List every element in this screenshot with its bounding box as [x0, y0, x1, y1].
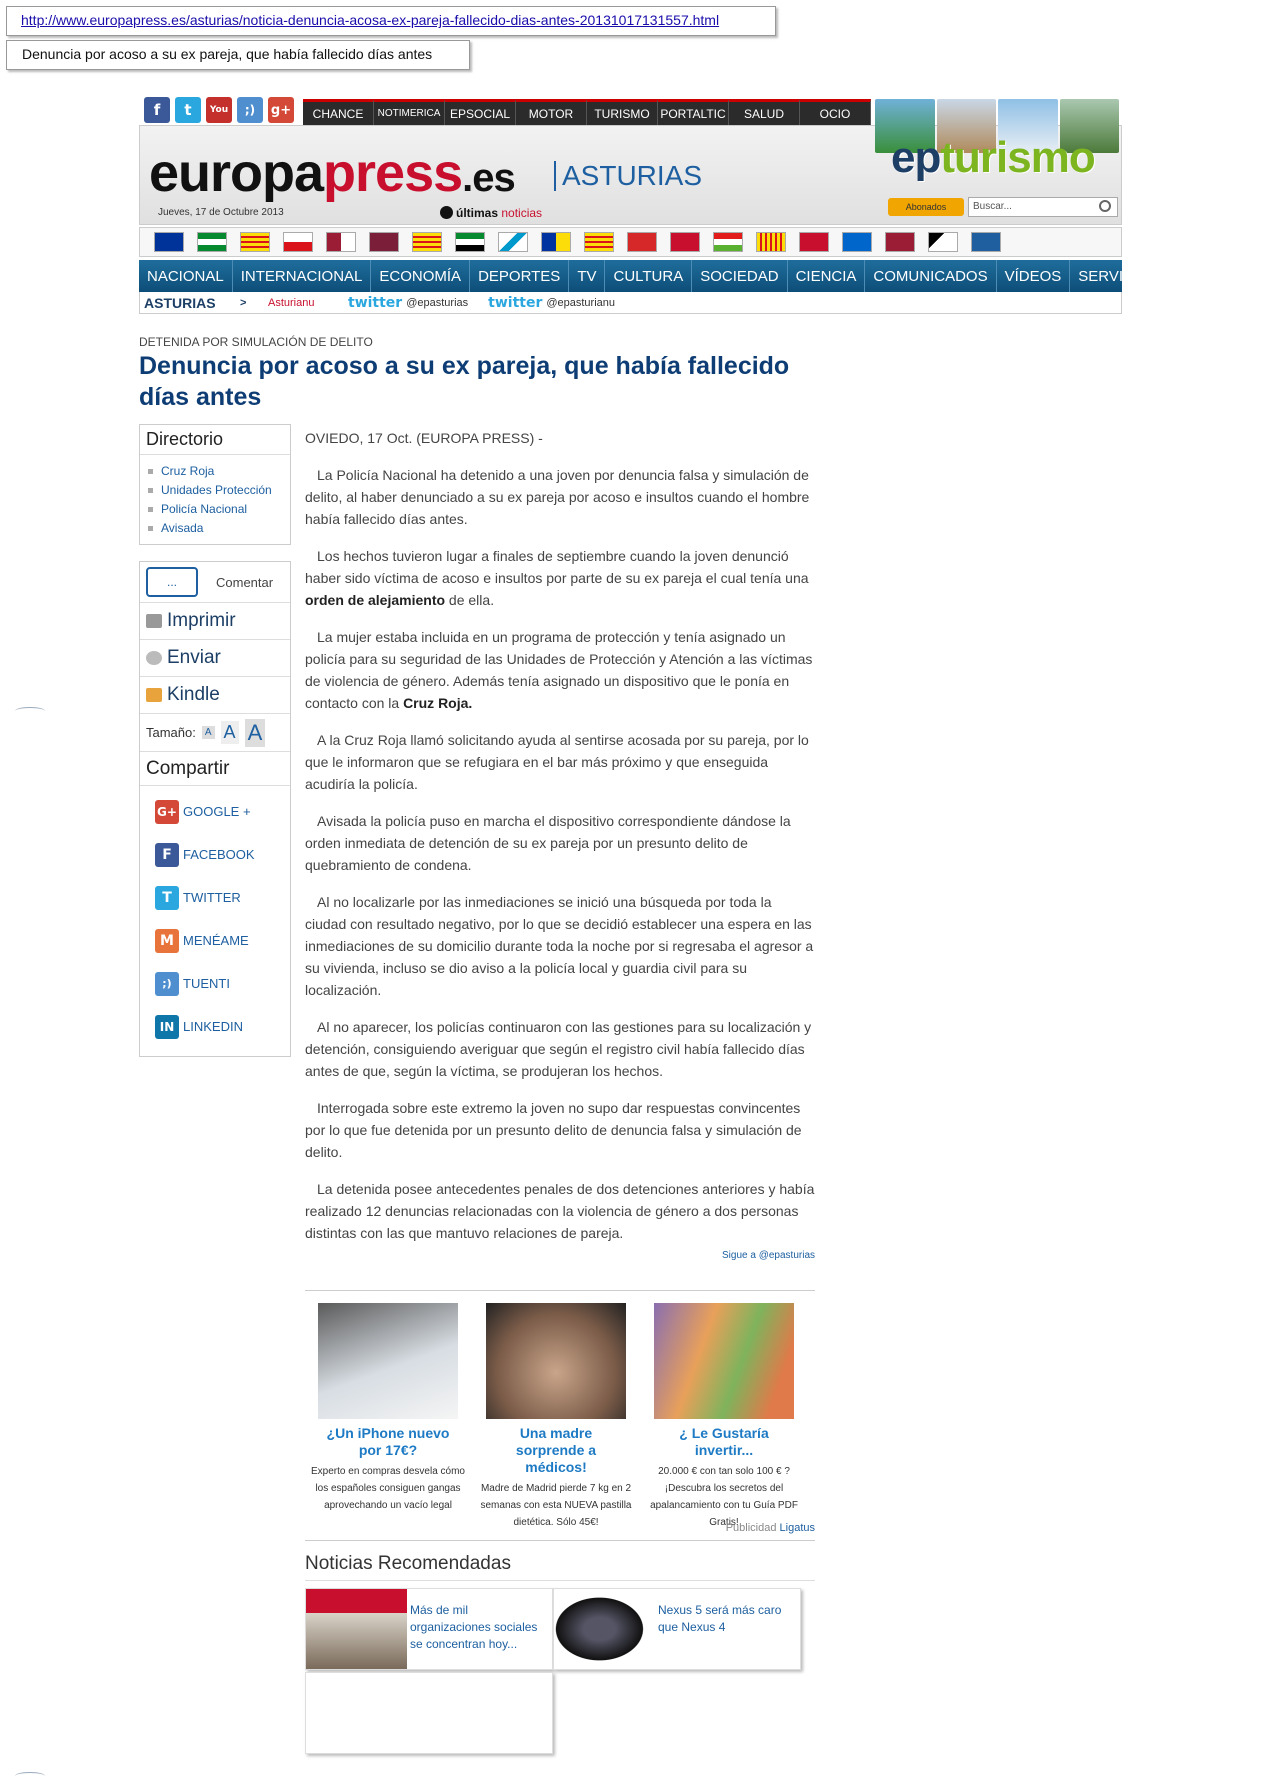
flag-eu-icon[interactable]	[154, 232, 184, 252]
directorio-item[interactable]: Policía Nacional	[146, 500, 284, 519]
follow-twitter-link[interactable]: Sigue a @epasturias	[722, 1250, 815, 1261]
current-date: Jueves, 17 de Octubre 2013	[158, 207, 284, 218]
flag-baleares-icon[interactable]	[584, 232, 614, 252]
text-size-medium-button[interactable]: A	[221, 721, 239, 744]
article-body	[305, 427, 815, 1259]
ads-attribution[interactable]	[305, 1522, 815, 1534]
print-button[interactable]	[140, 603, 290, 640]
page-title-box: Denuncia por acoso a su ex pareja, que había fallecido días antes	[6, 40, 470, 70]
region-title[interactable]: ASTURIAS	[554, 161, 702, 191]
twitter-epasturias-link[interactable]: @epasturias	[406, 296, 469, 309]
ad-image[interactable]	[654, 1303, 794, 1419]
region-flags	[139, 227, 1122, 257]
envelope-icon	[146, 651, 162, 665]
twitter-epasturianu-link[interactable]: @epasturianu	[546, 296, 616, 309]
tuenti-icon[interactable]: ;)	[237, 97, 263, 123]
recommended-empty-slot	[305, 1672, 553, 1754]
flag-canarias-icon[interactable]	[541, 232, 571, 252]
europapress-logo[interactable]	[149, 142, 515, 204]
send-button[interactable]	[140, 640, 290, 677]
comment-button[interactable]	[140, 562, 290, 603]
recommended-text[interactable]: Nexus 5 será más caro que Nexus 4	[658, 1603, 782, 1634]
ad-description: Experto en compras desvela cómo los españoles consiguen gangas aprovechando un vacío legal	[311, 1466, 465, 1511]
article-paragraph: Al no localizarle por las inmediaciones se inició una búsqueda por toda la ciudad con resultado negativo, por lo que se decidió establecer una espera en las inmediaciones de su domicilio durante toda la noche por si regresaba el agresor a su vivienda, incluso se dio aviso a la policía local y guardia civil para su localización.	[305, 894, 814, 998]
google-plus-icon[interactable]: g+	[268, 97, 294, 123]
chevron-right-icon: >	[240, 296, 247, 309]
send-label: Enviar	[167, 647, 221, 668]
article-paragraph: La detenida posee antecedentes penales de dos detenciones anteriores y había realizado 12 denuncias relacionadas con la violencia de género a dos personas distintas con las que mantuvo relaciones de pareja.	[305, 1181, 815, 1241]
ad-item[interactable]	[309, 1303, 467, 1514]
article-paragraph: Interrogada sobre este extremo la joven no supo dar respuestas convincentes por lo que fue detenida por un presunto delito de denuncia falsa y simulación de delito.	[305, 1100, 802, 1160]
article-paragraph: Al no aparecer, los policías continuaron con las gestiones para su localización y detención, consiguiendo averiguar que según el registro civil había fallecido días antes de que, según la víctima, se produjeran los hechos.	[305, 1019, 812, 1079]
text-size-label: Tamaño:	[146, 725, 196, 740]
text-size-small-button[interactable]: A	[202, 726, 215, 739]
share-label: LINKEDIN	[183, 1019, 243, 1034]
share-label: FACEBOOK	[183, 847, 255, 862]
kindle-button[interactable]	[140, 677, 290, 714]
nav-servicios[interactable]: SERVICIOS	[1078, 267, 1160, 285]
section-chance[interactable]: CHANCE	[303, 99, 374, 125]
kindle-label: Kindle	[167, 684, 220, 705]
text-size-controls	[140, 714, 290, 752]
directorio-item[interactable]: Avisada	[146, 519, 284, 538]
nav-tv[interactable]: TV	[569, 260, 605, 292]
recommended-title: Noticias Recomendadas	[305, 1553, 511, 1574]
latest-label: últimas	[456, 206, 499, 220]
nav-cultura[interactable]: CULTURA	[605, 260, 692, 292]
flag-valencia-icon[interactable]	[756, 232, 786, 252]
facebook-icon: F	[155, 843, 179, 867]
flag-aragon-icon[interactable]	[240, 232, 270, 252]
share-meneame[interactable]	[140, 919, 290, 962]
divider	[305, 1540, 815, 1541]
main-nav	[139, 260, 1160, 292]
nav-sociedad[interactable]: SOCIEDAD	[692, 260, 787, 292]
directorio-item[interactable]: Unidades Protección	[146, 481, 284, 500]
share-label: GOOGLE +	[183, 804, 251, 819]
recommended-item[interactable]	[305, 1588, 553, 1670]
tuenti-icon: ;)	[155, 972, 179, 996]
share-title: Compartir	[140, 752, 290, 786]
paragraph-bold: Cruz Roja.	[403, 695, 473, 711]
ept-logo-ep: ep	[891, 133, 941, 182]
nav-videos[interactable]: VÍDEOS	[997, 260, 1071, 292]
flag-melilla-icon[interactable]	[971, 232, 1001, 252]
google-plus-icon: G+	[155, 800, 179, 824]
flag-cataluna-icon[interactable]	[412, 232, 442, 252]
share-linkedin[interactable]	[140, 1005, 290, 1048]
divider	[305, 1290, 815, 1291]
ad-title[interactable]: ¿Un iPhone nuevo por 17€?	[326, 1425, 450, 1458]
clock-icon	[440, 206, 453, 219]
search-placeholder: Buscar...	[973, 201, 1012, 212]
recommended-item[interactable]	[553, 1588, 801, 1670]
paragraph-text: de ella.	[445, 592, 495, 608]
ad-image[interactable]	[318, 1303, 458, 1419]
latest-news-link[interactable]	[440, 206, 542, 220]
section-portaltic[interactable]: PORTALTIC	[658, 99, 729, 125]
comment-bubble-icon: ...	[146, 567, 198, 597]
flag-madrid-icon[interactable]	[627, 232, 657, 252]
article-headline: Denuncia por acoso a su ex pareja, que había fallecido días antes	[139, 352, 790, 411]
flag-andalucia-icon[interactable]	[197, 232, 227, 252]
share-facebook[interactable]	[140, 833, 290, 876]
url-link[interactable]: http://www.europapress.es/asturias/noticia-denuncia-acosa-ex-pareja-fallecido-dias-antes-20131017131557.html	[21, 12, 720, 28]
nav-internacional[interactable]: INTERNACIONAL	[233, 260, 372, 292]
scroll-arc-decoration	[15, 707, 45, 715]
news-label: noticias	[501, 206, 543, 220]
logo-text-black: europa	[149, 143, 324, 203]
ad-item[interactable]	[477, 1303, 635, 1531]
flag-castilla-leon-icon[interactable]	[369, 232, 399, 252]
sub-nav	[139, 292, 1122, 314]
paragraph-bold: orden de alejamiento	[305, 592, 446, 608]
ad-title[interactable]: Una madre sorprende a médicos!	[515, 1425, 597, 1475]
flag-euskadi-icon[interactable]	[670, 232, 700, 252]
divider	[305, 1580, 815, 1581]
twitter-icon: twitter	[348, 294, 403, 311]
nav-ciencia[interactable]: CIENCIA	[788, 260, 866, 292]
epturismo-banner[interactable]	[875, 99, 1119, 202]
twitter-icon: twitter	[488, 294, 543, 311]
publicidad-label: Publicidad	[725, 1522, 777, 1534]
share-list	[140, 786, 290, 1056]
twitter-icon: T	[155, 886, 179, 910]
recommended-thumbnail[interactable]	[554, 1589, 655, 1669]
printer-icon	[146, 614, 162, 628]
flag-murcia-icon[interactable]	[885, 232, 915, 252]
logo-text-red: press	[323, 143, 463, 203]
flag-larioja-icon[interactable]	[713, 232, 743, 252]
article-dateline: OVIEDO, 17 Oct. (EUROPA PRESS) -	[305, 430, 543, 446]
section-ocio[interactable]: OCIO	[800, 99, 871, 125]
flag-extremadura-icon[interactable]	[455, 232, 485, 252]
directorio-title: Directorio	[140, 425, 290, 455]
subnav-region[interactable]: ASTURIAS	[144, 294, 216, 311]
section-notimerica[interactable]: NOTIMERICA	[374, 99, 445, 125]
article-sidebar	[139, 424, 291, 1057]
ligatus-label: Ligatus	[779, 1522, 815, 1534]
flag-galicia-icon[interactable]	[498, 232, 528, 252]
text-size-large-button[interactable]: A	[245, 719, 266, 747]
share-twitter[interactable]	[140, 876, 290, 919]
nav-nacional[interactable]: NACIONAL	[139, 260, 233, 292]
section-turismo[interactable]: TURISMO	[587, 99, 658, 125]
article-paragraph: Avisada la policía puso en marcha el dispositivo correspondiente dándose la orden inmediata de detención de su ex pareja por un presunto delito de quebramiento de condena.	[305, 813, 791, 873]
paragraph-text: Los hechos tuvieron lugar a finales de septiembre cuando la joven denunció haber sido víctima de acoso e insultos por parte de su ex pareja el cual tenía una	[305, 548, 809, 586]
ad-description: 20.000 € con tan solo 100 € ? ¡Descubra los secretos del apalancamiento con tu Guía PDF Gratis!	[650, 1466, 798, 1528]
share-google-plus[interactable]	[140, 790, 290, 833]
share-label: TUENTI	[183, 976, 230, 991]
scroll-arc-decoration	[15, 1772, 45, 1780]
meneame-icon: M	[155, 929, 179, 953]
url-bar[interactable]	[6, 6, 776, 36]
flag-castilla-lamancha-icon[interactable]	[326, 232, 356, 252]
logo-text-es: .es	[462, 156, 515, 200]
flag-cantabria-icon[interactable]	[283, 232, 313, 252]
ad-title[interactable]: ¿ Le Gustaría invertir...	[679, 1425, 769, 1458]
section-salud[interactable]: SALUD	[729, 99, 800, 125]
directorio-box	[139, 424, 291, 545]
share-label: MENÉAME	[183, 933, 249, 948]
linkedin-icon: IN	[155, 1015, 179, 1039]
ad-image[interactable]	[486, 1303, 626, 1419]
recommended-thumbnail[interactable]	[306, 1589, 407, 1669]
abonados-button[interactable]: Abonados	[888, 198, 964, 216]
article-paragraph	[305, 626, 815, 714]
section-epsocial[interactable]: EPSOCIAL	[445, 99, 516, 125]
nav-comunicados[interactable]: COMUNICADOS	[865, 260, 996, 292]
section-links	[303, 99, 871, 125]
share-label: TWITTER	[183, 890, 241, 905]
comment-label: Comentar	[216, 574, 274, 590]
article-kicker: DETENIDA POR SIMULACIÓN DE DELITO	[139, 335, 373, 349]
ad-description: Madre de Madrid pierde 7 kg en 2 semanas con esta NUEVA pastilla dietética. Sólo 45€!	[480, 1483, 632, 1528]
paragraph-text: La mujer estaba incluida en un programa de protección y tenía asignado un policía para su seguridad de las Unidades de Protección y Atención a las víctimas de violencia de género. Además tenía asignado un dispositivo que le ponía en contacto con la	[305, 629, 813, 711]
tools-box	[139, 561, 291, 1057]
nav-deportes[interactable]: DEPORTES	[470, 260, 569, 292]
nav-economia[interactable]: ECONOMÍA	[371, 260, 470, 292]
flag-ceuta-icon[interactable]	[928, 232, 958, 252]
print-label: Imprimir	[167, 610, 236, 631]
youtube-icon[interactable]: You	[206, 97, 232, 123]
section-motor[interactable]: MOTOR	[516, 99, 587, 125]
ad-item[interactable]	[645, 1303, 803, 1531]
kindle-icon	[146, 688, 162, 702]
social-links	[144, 97, 294, 125]
recommended-text[interactable]: Más de mil organizaciones sociales se concentran hoy...	[410, 1603, 538, 1651]
share-tuenti[interactable]	[140, 962, 290, 1005]
epturismo-logo	[891, 133, 1095, 183]
article-paragraph: A la Cruz Roja llamó solicitando ayuda al sentirse acosada por su pareja, por lo que le informaron que se refugiara en el bar más próximo y que enseguida acudiría la policía.	[305, 732, 809, 792]
article-paragraph	[305, 545, 815, 611]
sponsored-ads	[305, 1303, 815, 1543]
twitter-icon[interactable]: t	[175, 97, 201, 123]
subnav-asturianu[interactable]: Asturianu	[268, 296, 315, 309]
directorio-list	[140, 455, 290, 544]
flag-asturias-icon[interactable]	[842, 232, 872, 252]
directorio-item[interactable]: Cruz Roja	[146, 462, 284, 481]
ept-logo-turismo: turismo	[940, 133, 1095, 182]
article-paragraph: La Policía Nacional ha detenido a una joven por denuncia falsa y simulación de delito, al haber denunciado a su ex pareja por acoso e insultos cuando el hombre había fallecido días antes.	[305, 467, 810, 527]
facebook-icon[interactable]: f	[144, 97, 170, 123]
flag-navarra-icon[interactable]	[799, 232, 829, 252]
